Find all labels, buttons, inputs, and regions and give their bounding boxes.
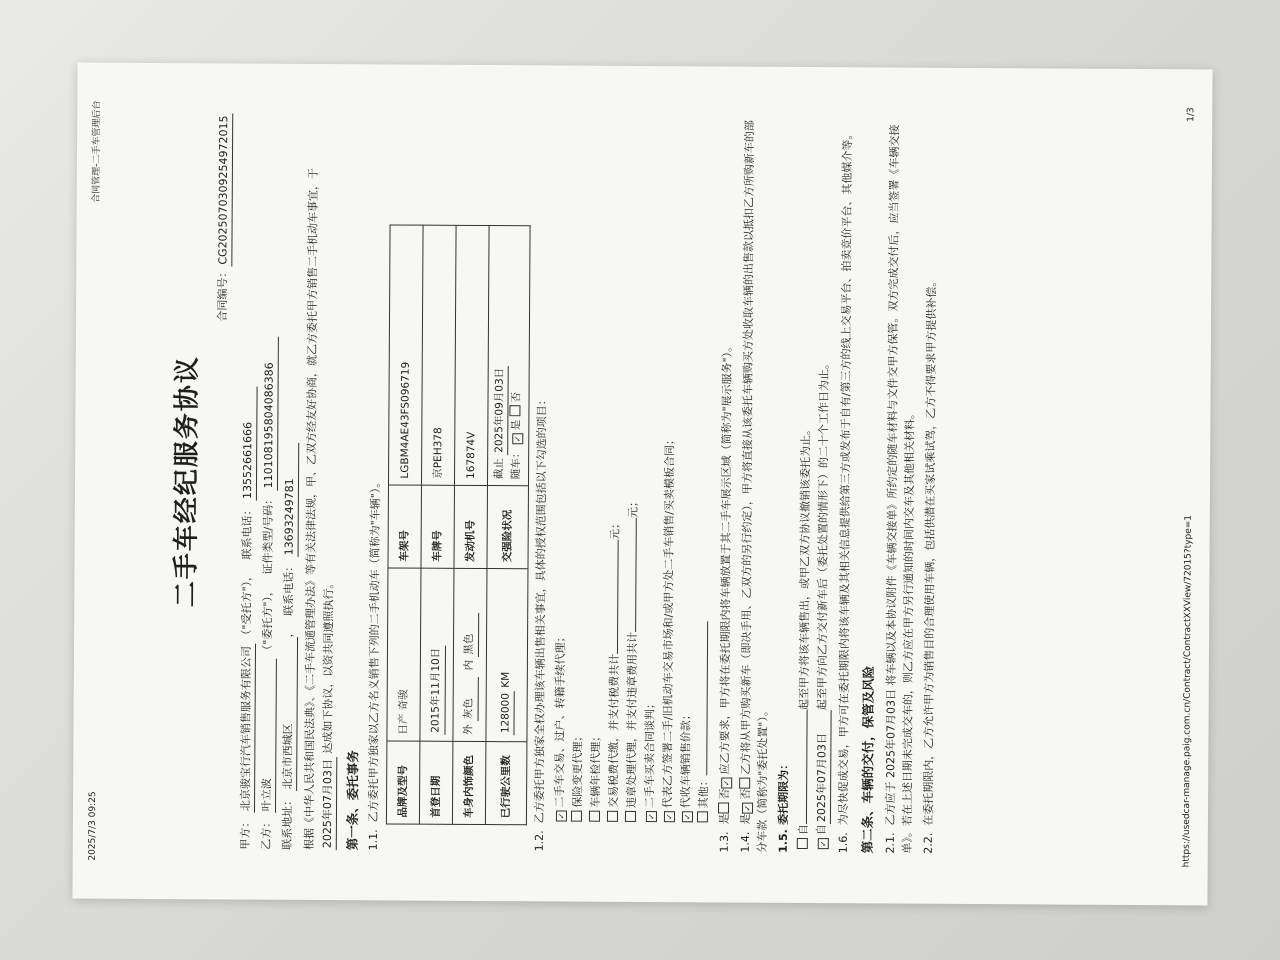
checkbox-icon[interactable]: [570, 811, 581, 822]
term-from-label: 自: [796, 823, 810, 836]
amount-blank: [616, 540, 618, 654]
term-text: 起至甲方将该车辆售出，或甲乙双方协议撤销该委托为止。: [797, 423, 813, 711]
table-row: [386, 225, 423, 824]
checked-box-icon[interactable]: ✓: [742, 803, 753, 814]
color-out-label: 外: [462, 724, 475, 735]
authorization-option: [694, 116, 715, 822]
address-line: 联系地址： 北京市西城区， 联系电话： 13693249781: [279, 114, 302, 850]
address-phone: 13693249781: [280, 443, 299, 557]
engine-value: 167874V: [454, 225, 489, 485]
insurance-yes: 是: [510, 419, 523, 431]
brand-label: 品牌及型号: [386, 741, 420, 824]
clause-number: 2.2.: [921, 832, 935, 854]
checkbox-icon[interactable]: [624, 811, 635, 822]
insurance-label: 交强险状况: [486, 486, 527, 569]
term-from-blank: [806, 710, 808, 824]
clause-number: 2.1.: [882, 832, 897, 854]
color-value: [452, 568, 486, 741]
authorization-option: [676, 116, 697, 822]
insurance-value: [487, 226, 529, 486]
option-text: 车辆年检代理；: [588, 730, 602, 808]
contract-number: [211, 113, 234, 849]
option-text: 代收车辆销售价款；: [678, 709, 693, 809]
mileage-number: 128000: [497, 691, 515, 735]
term-from-label: 自: [814, 824, 828, 836]
insurance-no: 否: [510, 392, 523, 403]
clause-2-2: [919, 118, 941, 854]
party-b-id-label: 证件类型/号码：: [261, 493, 275, 575]
footer-url: https://usedcar-manage.paig.com.cn/Contract/ContractXXView/72015?type=1: [1181, 514, 1194, 868]
plate-label: 车牌号: [420, 485, 454, 568]
option-text: 保险变更代理；: [570, 730, 584, 808]
contract-number-value: CG20250703092549720​15: [214, 113, 233, 266]
contract-number-label: 合同编号：: [215, 266, 230, 322]
authorization-option: [658, 116, 679, 822]
color-in-label: 内: [462, 659, 475, 671]
checked-box-icon[interactable]: ✓: [681, 811, 692, 822]
reg-date-text: 2015年11月10日: [427, 646, 445, 735]
vehicle-table: [385, 224, 529, 825]
option-yes: 是: [738, 813, 752, 825]
color-in-value: 黑色: [461, 613, 479, 657]
mileage-label: 已行驶公里数: [485, 742, 526, 825]
term-option-2: [813, 117, 836, 849]
authorization-option: [622, 116, 643, 822]
party-a-label: 甲方：: [238, 816, 252, 850]
contract-title: 二手车经纪服务协议: [170, 355, 203, 608]
contract-content: [112, 113, 944, 854]
party-b-id: 110108195804086386: [260, 336, 279, 490]
clause-number: 1.2.: [531, 830, 545, 852]
authorization-option: [604, 116, 625, 822]
checkbox-icon[interactable]: [606, 811, 617, 822]
clause-text: 乙方将从甲方购买新车（即决手用、乙双方的另行约定），甲方将直接从该委托车辆购买方处收取车辆的出售款以抵扣乙方所购新车的部分车款（简称为"委托处置"）。: [738, 120, 770, 853]
other-blank: [706, 621, 708, 775]
insurance-follow-label: 随车：: [509, 447, 522, 480]
clause-1-3: [715, 116, 737, 852]
clause-text: 在委托期限内，乙方允许甲方为销售目的合理使用车辆，包括供潜在买家试乘试驾，乙方不得要求甲方提供补偿。: [921, 275, 938, 826]
checkbox-icon[interactable]: [717, 802, 728, 813]
party-b-line: [258, 114, 281, 850]
option-text: 二手车交易、过户、转籍手续代理；: [552, 631, 567, 808]
table-row: [452, 225, 489, 824]
section-2-title: 第二条、车辆的交付，保管及风险: [859, 665, 876, 854]
option-text: 二手车买卖合同谈判；: [642, 698, 657, 809]
insurance-until-date: 2025年09月03日: [491, 366, 509, 455]
party-a-phone-label: 联系电话：: [240, 504, 254, 560]
option-text: 交易税费代缴，并支付税费共计: [606, 653, 621, 808]
authorization-option: [568, 116, 589, 822]
option-text: 其他：: [696, 775, 710, 809]
preamble-date: 2025年07月03日: [318, 757, 337, 850]
term-from-date: 2025年07月03日: [813, 710, 832, 824]
option-text: 代表乙方签署二手/旧机动车交易市场和/或甲方处二手车销售/买卖模板合同；: [660, 433, 676, 809]
checked-box-icon[interactable]: ✓: [645, 811, 656, 822]
vin-label: 车架号: [387, 485, 421, 568]
amount-blank: [634, 518, 636, 632]
party-a-role: （"受托方"），: [239, 569, 254, 641]
authorization-option: [550, 115, 571, 821]
checked-box-icon[interactable]: ✓: [721, 777, 732, 788]
clause-1-2: [530, 115, 552, 851]
party-a-name: 北京骏宝行汽车销售服务有限公司: [237, 644, 256, 813]
address-phone-label: 联系电话：: [282, 560, 296, 616]
insurance-until-label: 截止: [492, 458, 505, 480]
address-value: 北京市西城区: [279, 637, 298, 791]
authorization-option: [640, 116, 661, 822]
option-suffix: 元；: [607, 517, 622, 540]
clause-1-5: [774, 117, 796, 853]
preamble: [301, 114, 341, 850]
clause-1-1: [364, 114, 386, 850]
page-number: 1/3: [1185, 107, 1196, 122]
table-row: [419, 225, 456, 824]
checked-box-icon[interactable]: ✓: [555, 810, 566, 821]
authorization-option: [586, 116, 607, 822]
clause-text: 为尽快促成交易，甲方可在委托期限内将该车辆及其相关信息提供给第三方或发布于自有/第三方的线上交易平台、拍卖竞价平台、其他媒介等。: [836, 128, 854, 826]
section-1-title: 第一条、委托事务: [343, 750, 360, 851]
color-label: 车身内饰颜色: [452, 741, 486, 824]
print-datetime: 2025/7/3 09:25: [87, 791, 98, 861]
mileage-value: [485, 569, 527, 742]
clause-text: 乙方应于 2025年07月03日 将车辆以及本协议附件《车辆交接单》所约定的随车材料与文件交甲方保管。双方完成交付后，应当签署《车辆交接单》。若在上述日期未完成交车的，则乙方应在甲方另行通知的时间内交车及其他相关材料。: [883, 124, 916, 854]
clause-number: 1.6.: [836, 832, 850, 854]
engine-label: 发动机号: [453, 485, 487, 568]
option-text: 违章处理代理，并支付违章费用共计: [624, 631, 639, 808]
clause-1-4: [736, 117, 775, 853]
checked-box-icon[interactable]: ✓: [818, 838, 829, 849]
authorization-options: [550, 115, 716, 852]
contract-paper: [72, 63, 1212, 906]
checked-box-icon[interactable]: ✓: [512, 433, 523, 444]
party-b-label: 乙方：: [259, 816, 273, 850]
address-label: 联系地址：: [280, 794, 295, 850]
vin-value: LGBM4AE43FS096719: [388, 225, 423, 485]
term-text: 起至甲方向乙方交付新车后（委托处置的情形下）的二十个工作日为止。: [815, 358, 831, 711]
mileage-unit: KM: [499, 671, 512, 688]
clause-title: 委托期限为：: [776, 758, 790, 825]
option-yes: 是: [717, 813, 731, 825]
clause-text: 乙方委托甲方独家以乙方名义销售下列的二手机动车（简称为"车辆"）。: [366, 476, 382, 823]
option-no: 否: [717, 788, 731, 800]
reg-date-value: [419, 568, 453, 741]
clause-2-1: [881, 117, 920, 853]
option-no: 否: [738, 788, 752, 800]
checkbox-icon[interactable]: [796, 838, 807, 849]
clause-1-6: [835, 117, 857, 853]
clause-text: 应乙方要求，甲方将在委托期限内将车辆放置于其二手车展示区域（简称为"展示服务"）。: [717, 340, 734, 775]
checkbox-icon[interactable]: [509, 405, 520, 416]
table-row: [485, 226, 529, 825]
option-suffix: 元；: [626, 495, 640, 518]
party-a-line: [237, 114, 260, 850]
clause-number: 1.5.: [776, 829, 790, 853]
party-b-name: 叶立波: [258, 659, 277, 813]
clause-number: 1.3.: [717, 831, 731, 853]
clause-number: 1.4.: [738, 831, 752, 853]
party-b-role: （"委托方"），: [260, 585, 275, 656]
clause-text: 乙方委托甲方独家全权办理该车辆出售相关事宜，具体的授权范围包括以下勾选的项目：: [531, 394, 548, 824]
plate-value: 京PEH378: [421, 225, 456, 485]
checkbox-icon[interactable]: [696, 811, 707, 822]
reg-date-label: 首登日期: [419, 741, 453, 824]
print-platform: 合同管理-二手车管理后台: [91, 100, 102, 203]
party-a-phone: 13552661666: [239, 387, 258, 501]
clause-number: 1.1.: [366, 829, 380, 851]
color-out-value: 灰色: [460, 677, 478, 721]
preamble-text-end: 达成如下协议，以资共同遵照执行。: [320, 577, 335, 754]
preamble-text: 根据《中华人民共和国民法典》、《二手车流通管理办法》等有关法律法规，甲、乙双方经友好协商，就乙方委托甲方销售二手机动车事宜，于: [302, 167, 320, 851]
checkbox-icon[interactable]: [739, 778, 750, 789]
contract-page: [80, 91, 1205, 878]
checked-box-icon[interactable]: ✓: [663, 811, 674, 822]
brand-value: 日产 奇骏: [386, 568, 420, 741]
checkbox-icon[interactable]: [588, 811, 599, 822]
